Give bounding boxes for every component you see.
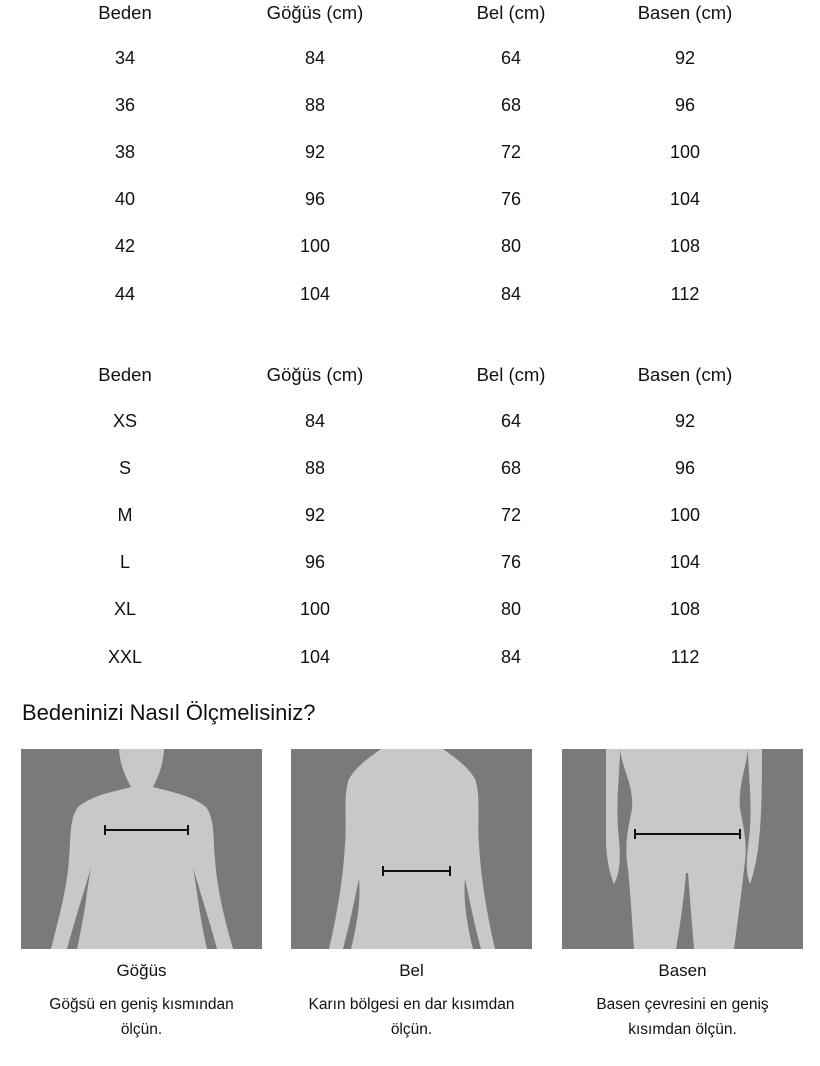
cell-chest: 84 xyxy=(304,48,326,68)
cell-size: XXL xyxy=(107,647,143,667)
table-row xyxy=(0,645,820,669)
cell-chest: 104 xyxy=(299,647,331,667)
cell-size: 36 xyxy=(114,95,136,115)
cell-size: S xyxy=(118,458,132,478)
table-row xyxy=(0,93,820,117)
header-beden: Beden xyxy=(98,364,152,385)
cell-hip: 112 xyxy=(670,284,700,304)
female-torso-silhouette xyxy=(291,749,532,949)
cell-waist: 80 xyxy=(500,236,522,256)
table-row xyxy=(0,187,820,211)
cell-chest: 96 xyxy=(304,552,326,572)
guide-card-description: Karın bölgesi en dar kısımdan ölçün. xyxy=(308,996,515,1038)
cell-waist: 72 xyxy=(500,142,522,162)
table-row xyxy=(0,409,820,433)
measure-guide-title: Bedeninizi Nasıl Ölçmelisiniz? xyxy=(22,700,316,725)
waist-measure-illustration xyxy=(291,749,532,949)
cell-chest: 100 xyxy=(299,236,331,256)
cell-chest: 100 xyxy=(299,599,331,619)
cell-waist: 64 xyxy=(500,411,522,431)
guide-card-label: Basen xyxy=(658,961,707,980)
cell-waist: 84 xyxy=(500,284,522,304)
cell-chest: 96 xyxy=(304,189,326,209)
guide-card-hip xyxy=(562,749,803,1042)
cell-hip: 96 xyxy=(674,95,696,115)
cell-waist: 68 xyxy=(500,95,522,115)
table-header-row xyxy=(0,363,820,387)
guide-card-description: Göğsü en geniş kısmından ölçün. xyxy=(49,996,234,1038)
guide-card-label: Bel xyxy=(399,961,424,980)
table-row xyxy=(0,46,820,70)
cell-size: 38 xyxy=(114,142,136,162)
header-bel: Bel (cm) xyxy=(476,2,546,23)
table-row xyxy=(0,550,820,574)
cell-chest: 88 xyxy=(304,95,326,115)
cell-size: XL xyxy=(113,599,137,619)
cell-hip: 112 xyxy=(670,647,700,667)
cell-waist: 68 xyxy=(500,458,522,478)
guide-card-description: Basen çevresini en geniş kısımdan ölçün. xyxy=(596,996,769,1038)
header-basen: Basen (cm) xyxy=(637,364,733,385)
cell-waist: 76 xyxy=(500,189,522,209)
chest-measure-illustration xyxy=(21,749,262,949)
header-basen: Basen (cm) xyxy=(637,2,733,23)
female-hips-silhouette xyxy=(562,749,803,949)
female-torso-silhouette xyxy=(21,749,262,949)
header-bel: Bel (cm) xyxy=(476,364,546,385)
cell-hip: 100 xyxy=(669,142,701,162)
cell-size: M xyxy=(117,505,133,525)
guide-card-label: Göğüs xyxy=(116,961,167,980)
table-row xyxy=(0,503,820,527)
cell-size: 42 xyxy=(114,236,136,256)
table-row xyxy=(0,456,820,480)
cell-size: 40 xyxy=(114,189,136,209)
guide-card-waist xyxy=(291,749,532,1042)
header-gogus: Göğüs (cm) xyxy=(266,2,364,23)
cell-size: XS xyxy=(112,411,138,431)
table-header-row xyxy=(0,1,820,25)
cell-chest: 92 xyxy=(304,142,326,162)
header-beden: Beden xyxy=(98,2,152,23)
cell-waist: 72 xyxy=(500,505,522,525)
table-row xyxy=(0,597,820,621)
cell-size: L xyxy=(119,552,131,572)
cell-hip: 100 xyxy=(669,505,701,525)
header-gogus: Göğüs (cm) xyxy=(266,364,364,385)
cell-size: 34 xyxy=(114,48,136,68)
cell-waist: 76 xyxy=(500,552,522,572)
cell-chest: 88 xyxy=(304,458,326,478)
cell-hip: 108 xyxy=(669,236,701,256)
cell-waist: 80 xyxy=(500,599,522,619)
cell-chest: 84 xyxy=(304,411,326,431)
table-row xyxy=(0,234,820,258)
cell-hip: 104 xyxy=(669,552,701,572)
cell-hip: 108 xyxy=(669,599,701,619)
cell-waist: 64 xyxy=(500,48,522,68)
cell-size: 44 xyxy=(114,284,136,304)
cell-chest: 92 xyxy=(304,505,326,525)
table-row xyxy=(0,282,820,306)
cell-waist: 84 xyxy=(500,647,522,667)
guide-card-chest xyxy=(21,749,262,1042)
cell-hip: 92 xyxy=(674,411,696,431)
cell-chest: 104 xyxy=(299,284,331,304)
table-row xyxy=(0,140,820,164)
cell-hip: 92 xyxy=(674,48,696,68)
cell-hip: 104 xyxy=(669,189,701,209)
hip-measure-illustration xyxy=(562,749,803,949)
cell-hip: 96 xyxy=(674,458,696,478)
